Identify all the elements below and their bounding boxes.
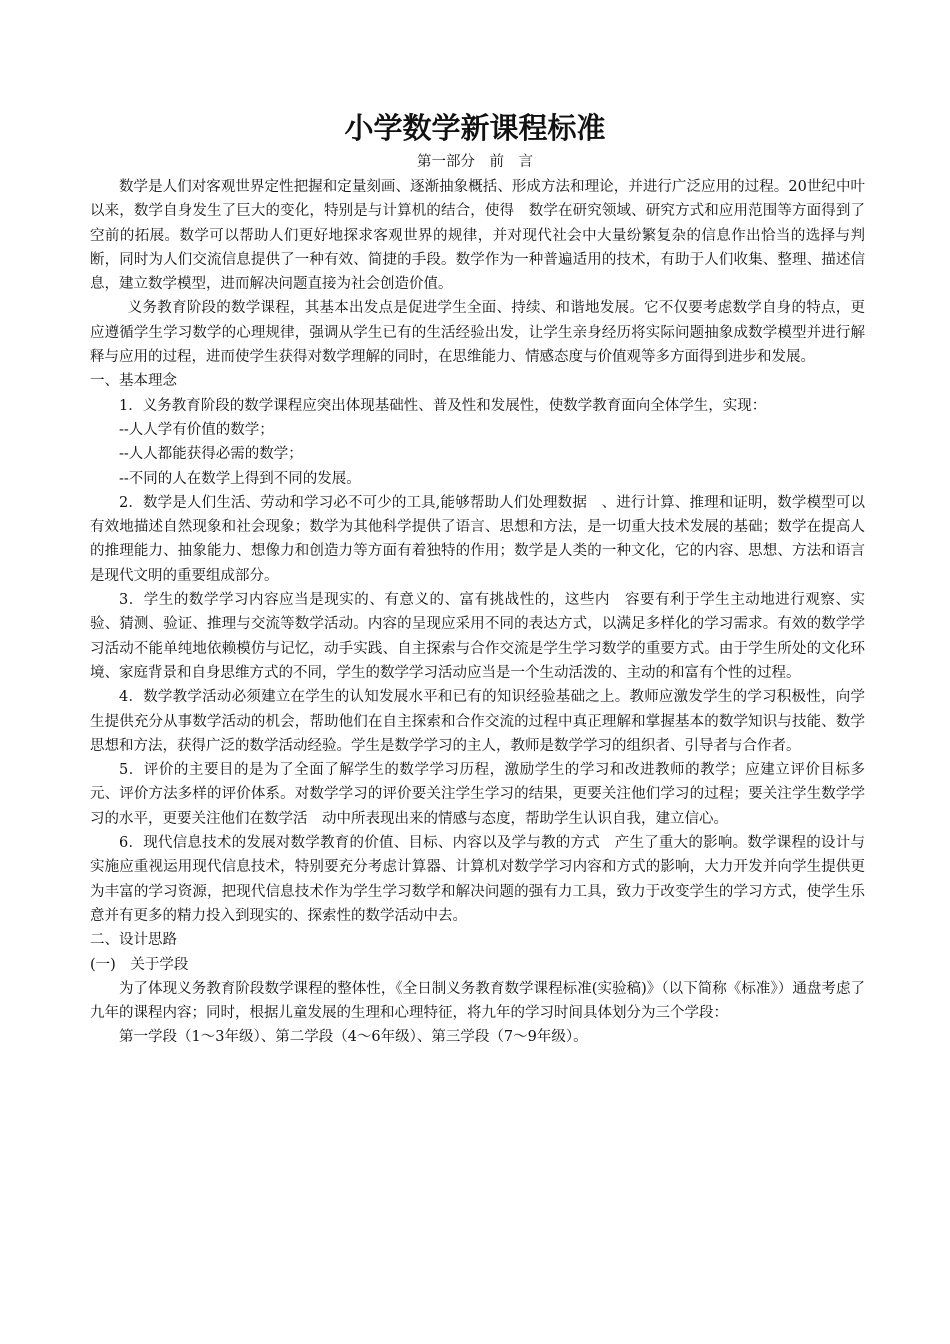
paragraph-idea-6: 6．现代信息技术的发展对数学教育的价值、目标、内容以及学与教的方式 产生了重大的影响。数学课程的设计与实施应重视运用现代信息技术，特别要充分考虑计算器、计算机对数学学习内容和方式的影响，大力开发并向学生提供更为丰富的学习资源，把现代信息技术作为学生学习数学和解决问题的强有力工具，致力于改变学生的学习方式，使学生乐意并有更多的精力投入到现实的、探索性的数学活动中去。 [90, 835, 865, 924]
part-heading: 第一部分 前 言 [417, 154, 533, 170]
paragraph-idea-4: 4．数学教学活动必须建立在学生的认知发展水平和已有的知识经验基础之上。教师应激发学生的学习积极性，向学生提供充分从事数学活动的机会，帮助他们在自主探索和合作交流的过程中真正理解和掌握基本的数学知识与技能、数学思想和方法，获得广泛的数学活动经验。学生是数学学习的主人，教师是数学学习的组织者、引导者与合作者。 [90, 689, 865, 754]
paragraph-idea-1: 1．义务教育阶段的数学课程应突出体现基础性、普及性和发展性，使数学教育面向全体学生，实现： [119, 397, 767, 414]
paragraph-stages: 为了体现义务教育阶段数学课程的整体性，《全日制义务教育数学课程标准(实验稿)》（以下简称《标准》）通盘考虑了九年的课程内容；同时，根据儿童发展的生理和心理特征，将九年的学习时间具体划分为三个学段： [90, 980, 865, 1022]
paragraph-idea-5: 5．评价的主要目的是为了全面了解学生的数学学习历程，激励学生的学习和改进教师的教学；应建立评价目标多元、评价方法多样的评价体系。对数学学习的评价要关注学生学习的结果，更要关注他们学习的过程；要关注学生数学学习的水平，更要关注他们在数学活 动中所表现出来的情感与态度，帮助学生认识自我，建立信心。 [90, 762, 865, 827]
document-title: 小学数学新课程标准 [344, 111, 606, 145]
list-item: --人人都能获得必需的数学； [119, 446, 303, 463]
section-heading-basic-ideas: 一、基本理念 [90, 373, 177, 390]
paragraph-idea-3: 3．学生的数学学习内容应当是现实的、有意义的、富有挑战性的，这些内 容要有利于学生主动地进行观察、实验、猜测、验证、推理与交流等数学活动。内容的呈现应采用不同的表达方式，以满足多样化的学习需求。有效的数学学习活动不能单纯地依赖模仿与记忆，动手实践、自主探索与合作交流是学生学习数学的重要方式。由于学生所处的文化环境、家庭背景和自身思维方式的不同，学生的数学学习活动应当是一个生动活泼的、主动的和富有个性的过程。 [90, 592, 865, 681]
section-heading-design: 二、设计思路 [90, 932, 177, 949]
paragraph-stage-list: 第一学段（1～3年级）、第二学段（4～6年级）、第三学段（7～9年级）。 [119, 1029, 588, 1046]
list-item: --不同的人在数学上得到不同的发展。 [119, 470, 361, 487]
paragraph-idea-2: 2．数学是人们生活、劳动和学习必不可少的工具,能够帮助人们处理数据 、进行计算、推理和证明，数学模型可以有效地描述自然现象和社会现象；数学为其他科学提供了语言、思想和方法，是一切重大技术发展的基础；数学在提高人的推理能力、抽象能力、想像力和创造力等方面有着独特的作用；数学是人类的一种文化，它的内容、思想、方法和语言是现代文明的重要组成部分。 [90, 494, 865, 584]
subsection-heading-stages: (一) 关于学段 [90, 956, 189, 973]
paragraph-curriculum: 义务教育阶段的数学课程，其基本出发点是促进学生全面、持续、和谐地发展。它不仅要考虑数学自身的特点，更应遵循学生学习数学的心理规律，强调从学生已有的生活经验出发，让学生亲身经历将实际问题抽象成数学模型并进行解释与应用的过程，进而使学生获得对数学理解的同时，在思维能力、情感态度与价值观等多方面得到进步和发展。 [90, 300, 865, 366]
document-body [90, 175, 865, 1050]
list-item: --人人学有价值的数学； [119, 421, 274, 438]
paragraph-intro: 数学是人们对客观世界定性把握和定量刻画、逐渐抽象概括、形成方法和理论，并进行广泛应用的过程。20世纪中叶以来，数学自身发生了巨大的变化，特别是与计算机的结合，使得 数学在研究领域、研究方式和应用范围等方面得到了空前的拓展。数学可以帮助人们更好地探求客观世界的规律，并对现代社会中大量纷繁复杂的信息作出恰当的选择与判断，同时为人们交流信息提供了一种有效、简捷的手段。数学作为一种普遍适用的技术，有助于人们收集、整理、描述信息，建立数学模型，进而解决问题直接为社会创造价值。 [90, 179, 865, 293]
